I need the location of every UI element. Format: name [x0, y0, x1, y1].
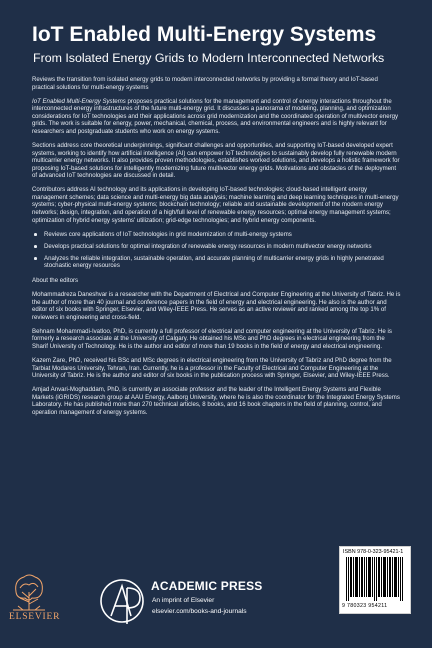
isbn-label: ISBN 978-0-323-95421-1	[343, 549, 404, 555]
barcode-number: 9 780323 954211	[342, 603, 388, 609]
elsevier-tree-logo-icon	[10, 572, 48, 612]
intro-paragraph: Reviews the transition from isolated energy grids to modern interconnected networks by providing a formal theory and IoT-based practical solutions for multi-energy systems	[32, 76, 378, 91]
cover-description	[32, 76, 402, 423]
feature-list	[32, 231, 402, 270]
editor-bio: Behnam Mohammadi-Ivatloo, PhD, is currently a full professor of electrical and computer engineering at the University of Tabriz. He is formerly a research associate at the University of Calgary. He obtained his MSc and PhD degrees in electrical engineering from the Sharif University of Technology. He is the author and editor of more than 19 books in the field of energy and electrical engineering.	[32, 327, 392, 350]
description-paragraph-3: Contributors address AI technology and its applications in developing IoT-based technologies; cloud-based intelligent energy management schemes; data science and multi-energy big data analysis; machine learning and deep learning techniques in multi-energy systems; cyber-physical multi-energy systems; blockchain technology; reliable and sustainable development of the modern energy networks; design, integration, and operation of a high/full level of renewable energy resources; optimal energy management systems; optimization of hybrid energy systems' utilization; grid-edge technologies; and hybrid energy components.	[32, 186, 399, 224]
barcode	[339, 546, 411, 614]
feature-item: Reviews core applications of IoT technologies in grid modernization of multi-energy systems	[32, 231, 402, 239]
publisher-url: elsevier.com/books-and-journals	[152, 608, 247, 615]
feature-item: Develops practical solutions for optimal integration of renewable energy resources in modern multivector energy networks	[32, 243, 402, 251]
academic-press-logo-icon	[98, 576, 146, 628]
publisher-imprint: An imprint of Elsevier	[152, 597, 215, 604]
feature-item: Analyzes the reliable integration, sustainable operation, and accurate planning of multicarrier energy grids in highly penetrated stochastic energy resources	[32, 255, 402, 270]
description-paragraph-1-text: proposes practical solutions for the management and control of energy interactions throughout the interconnected energy infrastructures of the future multi-energy grid. It discusses a panorama of modeling, planning, and optimization considerations for IoT technologies and their applications across grid modernization and the coordinated operation of multivector energy grids. The work is suitable for energy, power, mechanical, chemical, process, and environmental engineers and is highly relevant for researchers and postgraduate students who work on energy systems.	[32, 97, 399, 135]
description-paragraph-1	[32, 98, 402, 136]
editor-bio: Kazem Zare, PhD, received his BSc and MSc degrees in electrical engineering from the University of Tabriz and PhD degree from the Tarbiat Modares University, Tehran, Iran. Currently, he is a professor in the Faculty of Electrical and Computer Engineering at the University of Tabriz. He is the author and editor of six books in the publication process with Springer, Elsevier, and Wiley-IEEE Press.	[32, 357, 392, 380]
about-editors-heading: About the editors	[32, 276, 79, 284]
description-paragraph-2: Sections address core theoretical underpinnings, significant challenges and opportunities, and supporting IoT-based developed expert systems, working to identify how artificial intelligence (AI) can empower IoT technologies to sustainably develop fully renewable modern multicarrier energy networks. It also provides proven methodologies, establishes worked solutions, and develops a holistic framework for proposing IoT-based solutions for intelligently modernizing future multivector energy grids. Motivations and obstacles of the deployment of advanced IoT technologies are discussed in detail.	[32, 142, 400, 180]
editor-bio: Amjad Anvari-Moghaddam, PhD, is currently an associate professor and the leader of the Intelligent Energy Systems and Flexible Markets (iGRIDS) research group at AAU Energy, Aalborg University, where he is also the coordinator for the Integrated Energy Systems Laboratory. He has published more than 270 technical articles, 8 books, and 16 book chapters in the field of planning, control, and operation management of energy systems.	[32, 386, 400, 416]
publisher-name: ACADEMIC PRESS	[151, 579, 263, 593]
book-title-inline: IoT Enabled Multi-Energy Systems	[32, 97, 126, 105]
editor-bio: Mohammadreza Daneshvar is a researcher with the Department of Electrical and Computer Engineering at the University of Tabriz. He is the author of more than 40 journal and conference papers in the field of energy and electrical engineering. He also is the author and editor of six books with Springer, Elsevier, and Wiley-IEEE Press. He serves as an active reviewer and ranked among the top 1% of reviewers in engineering and cross-field.	[32, 291, 401, 321]
book-subtitle: From Isolated Energy Grids to Modern Interconnected Networks	[33, 51, 385, 65]
book-title: IoT Enabled Multi-Energy Systems	[32, 23, 377, 46]
barcode-bars-icon	[346, 557, 404, 601]
elsevier-wordmark: ELSEVIER	[9, 612, 61, 622]
